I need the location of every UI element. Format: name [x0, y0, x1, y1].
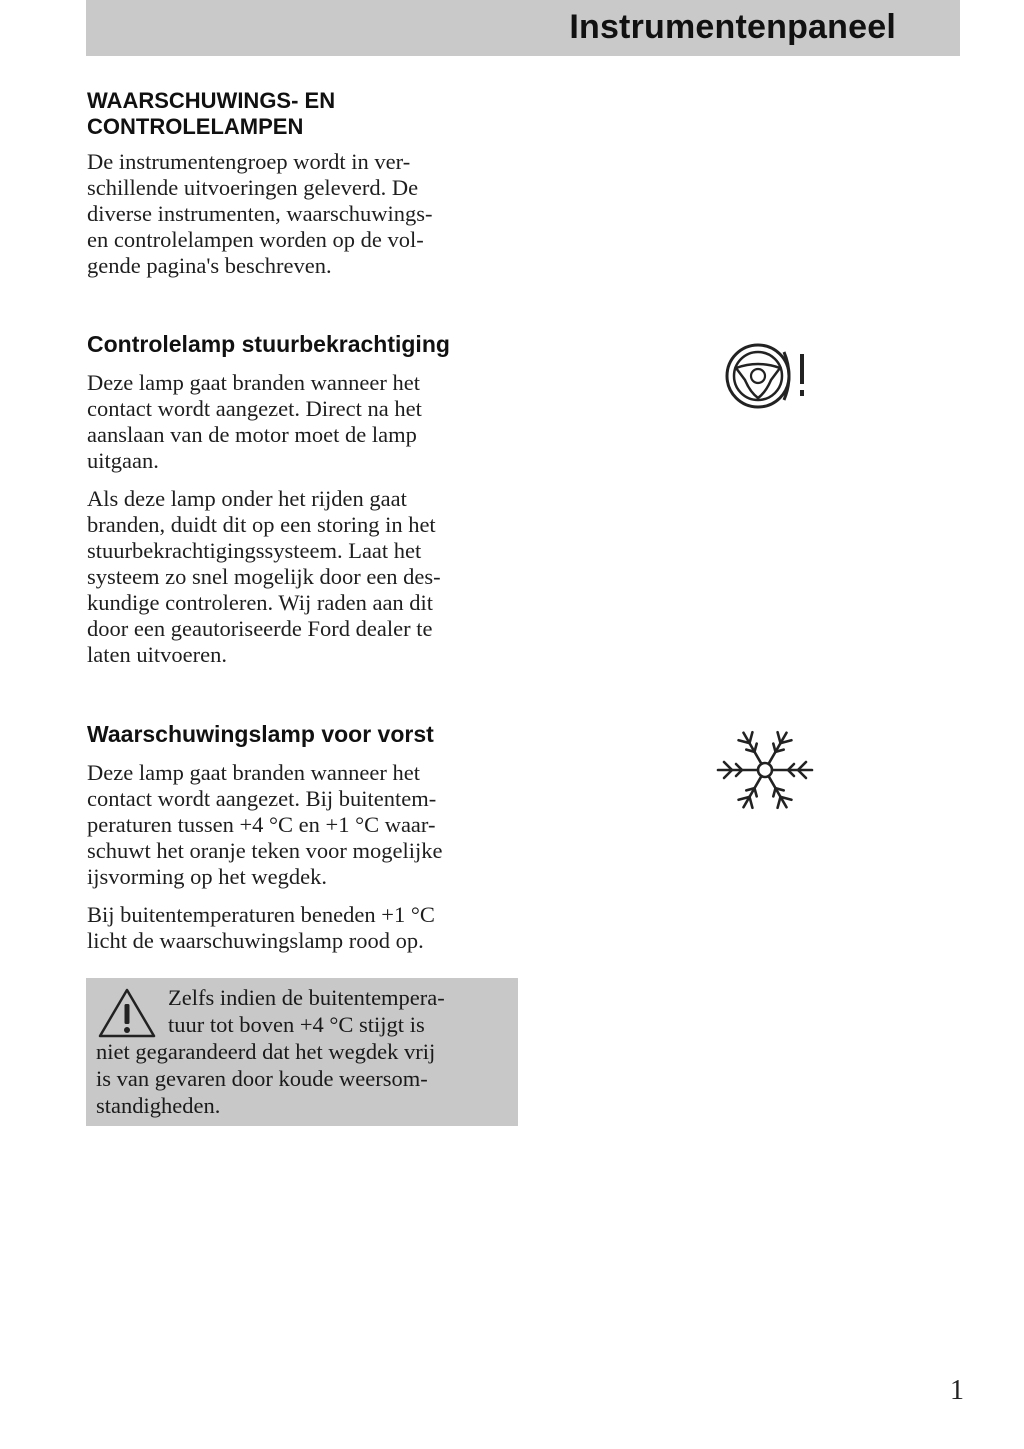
page-number: 1 — [950, 1375, 964, 1406]
paragraph-line: licht de waarschuwingslamp rood op. — [87, 928, 424, 953]
section-power-steering — [87, 330, 517, 668]
intro-line: diverse instrumenten, waarschuwings- — [87, 201, 433, 226]
paragraph-line: Deze lamp gaat branden wanneer het — [87, 370, 420, 395]
section-heading: Controlelamp stuurbekrachtiging — [87, 331, 450, 357]
section-heading-line1: WAARSCHUWINGS- EN — [87, 88, 336, 113]
paragraph-line: systeem zo snel mogelijk door een des- — [87, 564, 441, 589]
paragraph-line: peraturen tussen +4 °C en +1 °C waar- — [87, 812, 436, 837]
section-heading: Waarschuwingslamp voor vorst — [87, 721, 434, 747]
warning-text — [96, 984, 510, 1119]
warning-box — [86, 978, 518, 1126]
paragraph-line: branden, duidt dit op een storing in het — [87, 512, 436, 537]
section-frost-warning — [87, 720, 517, 954]
paragraph-line: Bij buitentemperaturen beneden +1 °C — [87, 902, 435, 927]
paragraph-line: door een geautoriseerde Ford dealer te — [87, 616, 433, 641]
paragraph-line: kundige controleren. Wij raden aan dit — [87, 590, 434, 615]
paragraph-line: laten uitvoeren. — [87, 642, 227, 667]
paragraph-line: Als deze lamp onder het rijden gaat — [87, 486, 407, 511]
warning-line: standigheden. — [96, 1093, 221, 1118]
paragraph-line: stuurbekrachtigingssysteem. Laat het — [87, 538, 422, 563]
intro-line: De instrumentengroep wordt in ver- — [87, 149, 411, 174]
warning-line: tuur tot boven +4 °C stijgt is — [168, 1012, 425, 1037]
paragraph-line: aanslaan van de motor moet de lamp — [87, 422, 417, 447]
warning-line: is van gevaren door koude weersom- — [96, 1066, 428, 1091]
power-steering-warning-icon — [722, 340, 818, 412]
section-warning-lamps — [87, 88, 517, 279]
header-bar — [86, 0, 960, 56]
paragraph-line: contact wordt aangezet. Direct na het — [87, 396, 422, 421]
paragraph-line: ijsvorming op het wegdek. — [87, 864, 327, 889]
intro-line: gende pagina's beschreven. — [87, 253, 332, 278]
paragraph-line: Deze lamp gaat branden wanneer het — [87, 760, 420, 785]
intro-line: schillende uitvoeringen geleverd. De — [87, 175, 419, 200]
page-title: Instrumentenpaneel — [569, 8, 896, 46]
paragraph-line: uitgaan. — [87, 448, 159, 473]
warning-line: niet gegarandeerd dat het wegdek vrij — [96, 1039, 436, 1064]
paragraph-line: schuwt het oranje teken voor mogelijke — [87, 838, 443, 863]
frost-warning-icon — [712, 722, 818, 818]
paragraph-line: contact wordt aangezet. Bij buitentem- — [87, 786, 437, 811]
warning-line: Zelfs indien de buitentempera- — [168, 985, 445, 1010]
intro-line: en controlelampen worden op de vol- — [87, 227, 424, 252]
section-heading-line2: CONTROLELAMPEN — [87, 114, 304, 139]
